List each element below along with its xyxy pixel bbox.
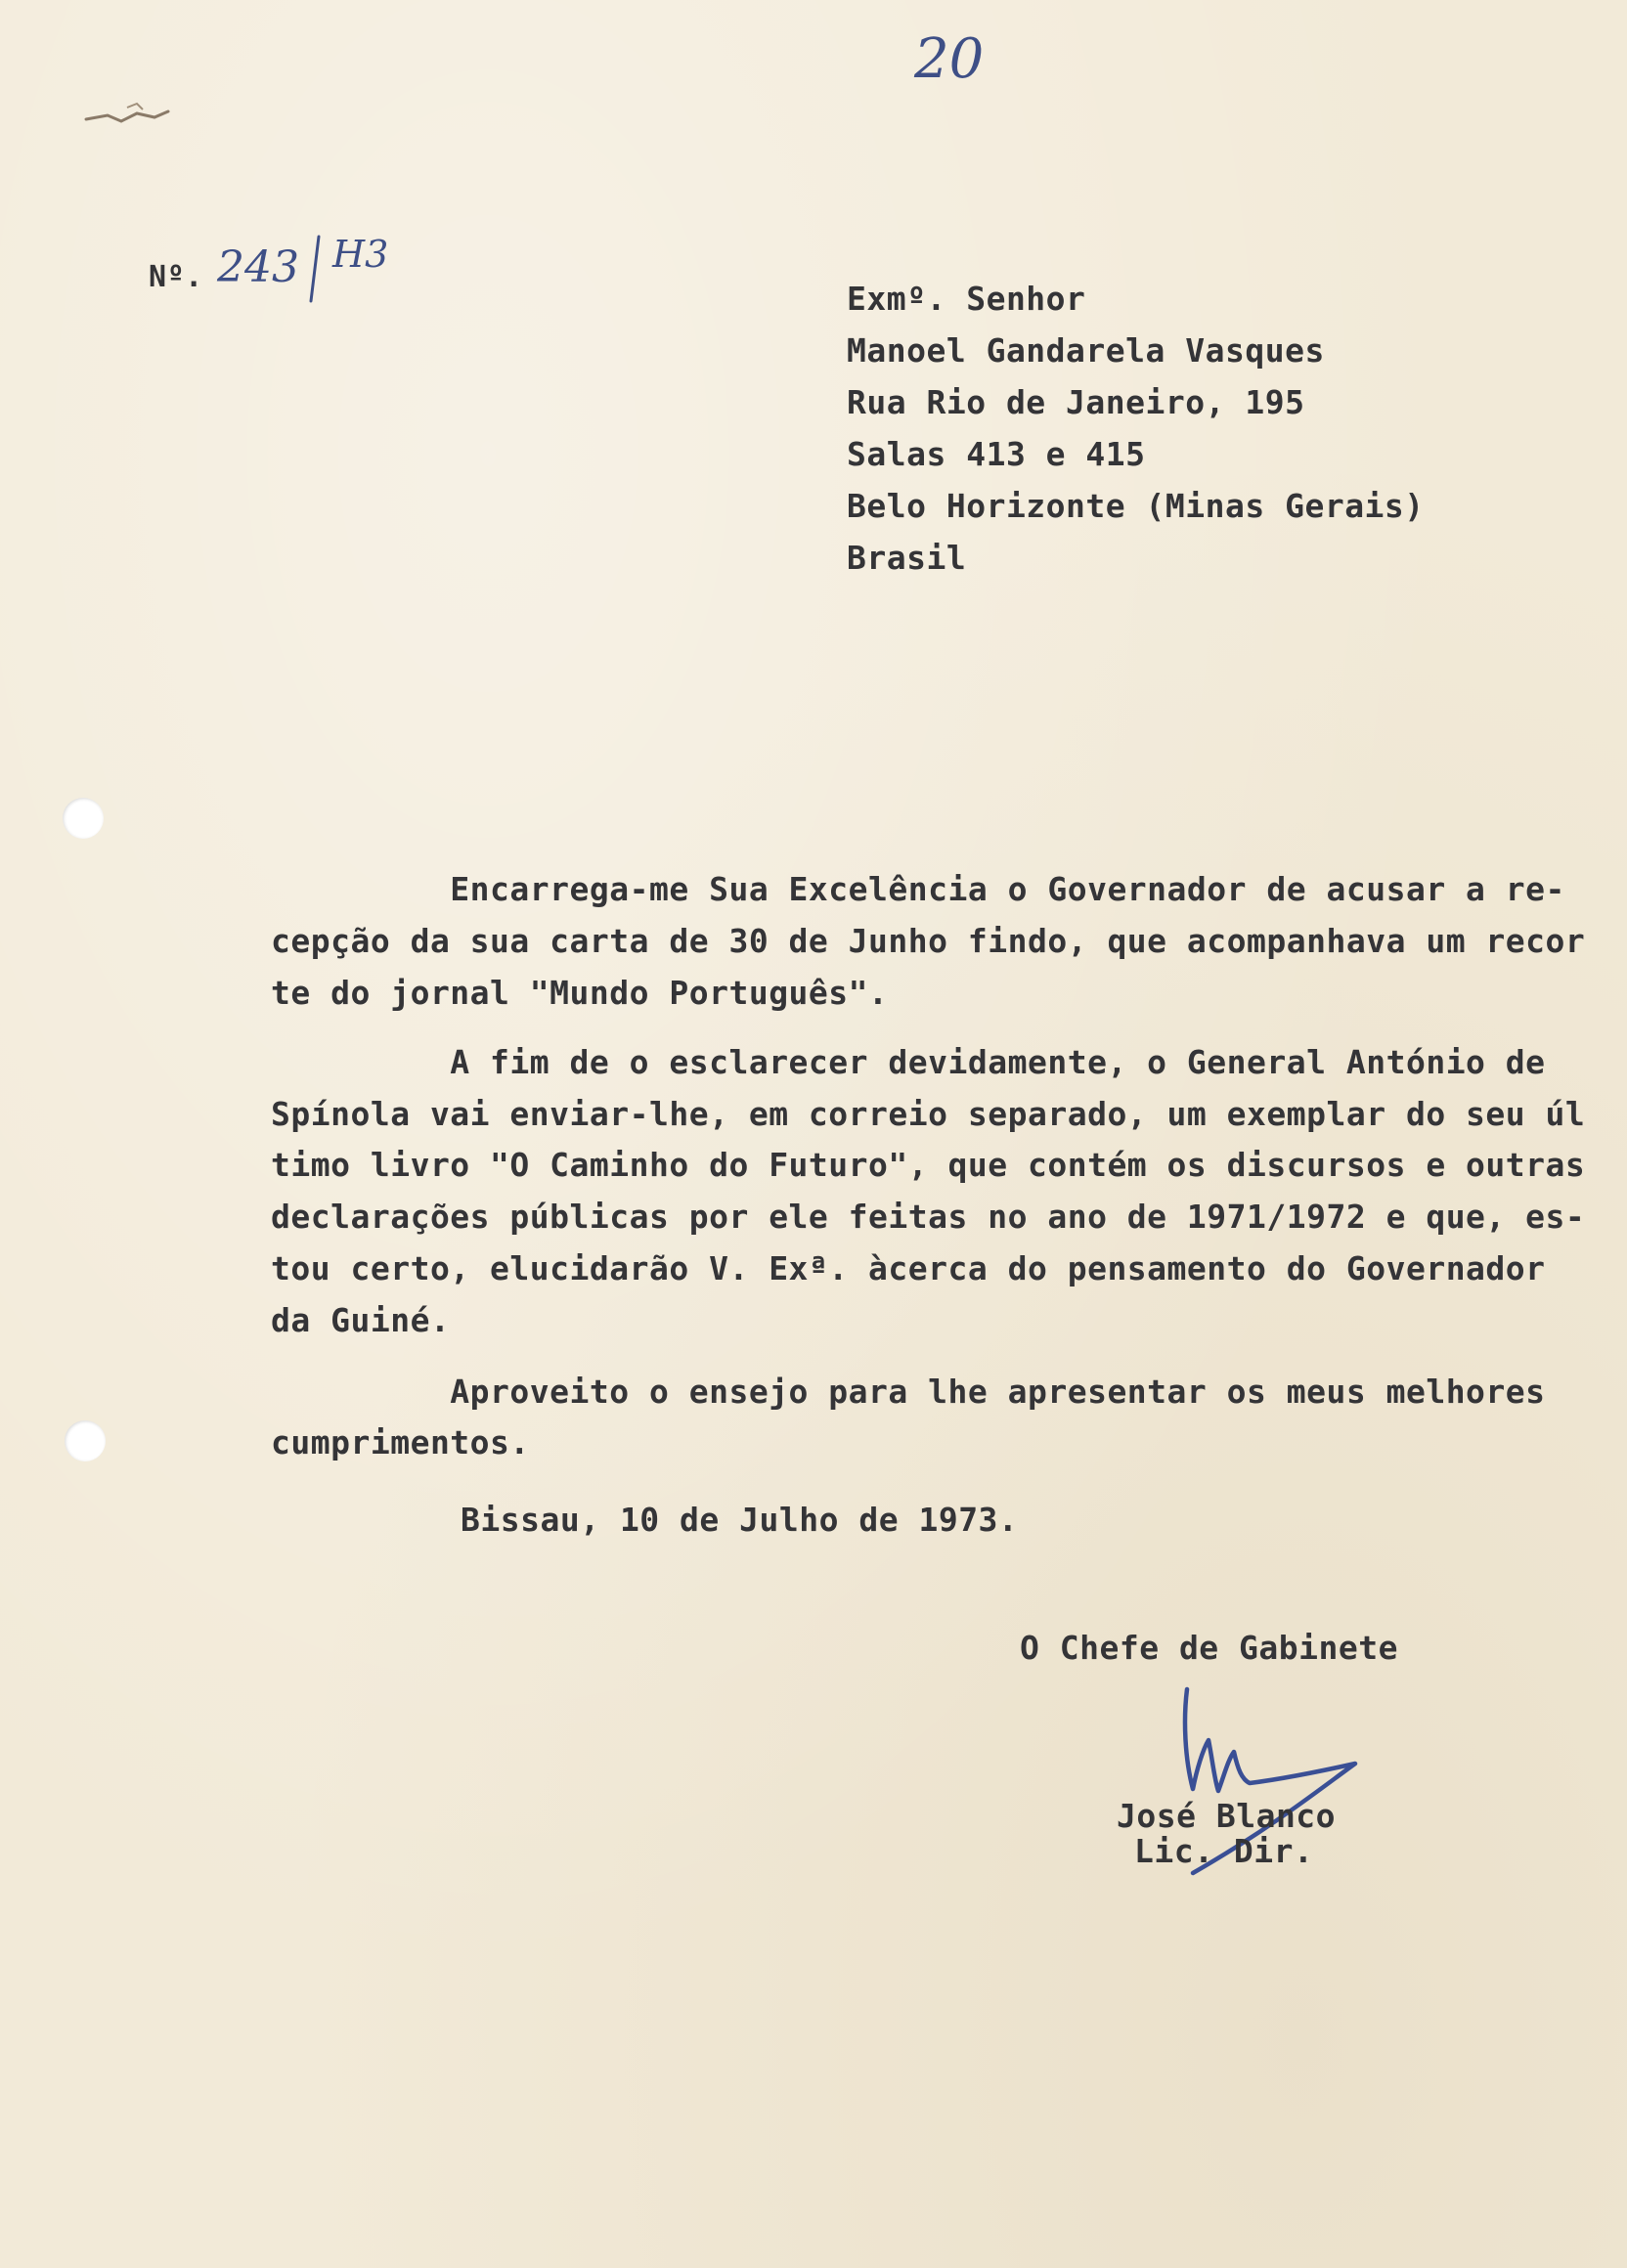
closing-title: O Chefe de Gabinete — [1020, 1629, 1398, 1667]
recipient-salutation: Exmº. Senhor — [847, 280, 1086, 318]
recipient-rooms: Salas 413 e 415 — [847, 435, 1146, 473]
body-line: tou certo, elucidarão V. Exª. àcerca do pensamento do Governador — [271, 1249, 1546, 1287]
punch-hole-bottom — [65, 1420, 106, 1461]
recipient-country: Brasil — [847, 539, 967, 577]
recipient-name: Manoel Gandarela Vasques — [847, 331, 1325, 370]
punch-hole-top — [63, 798, 104, 839]
body-line: cumprimentos. — [271, 1423, 530, 1461]
body-line: Spínola vai enviar-lhe, em correio separado, um exemplar do seu úl — [271, 1095, 1586, 1133]
body-line: da Guiné. — [271, 1301, 451, 1339]
reference-number: 243 — [217, 242, 299, 292]
body-line: A fim de o esclarecer devidamente, o General António de — [271, 1043, 1546, 1081]
signatory-qualification: Lic. Dir. — [1134, 1832, 1314, 1870]
date-line: Bissau, 10 de Julho de 1973. — [461, 1501, 1019, 1539]
reference-slash — [305, 233, 325, 305]
body-line: te do jornal "Mundo Português". — [271, 974, 889, 1012]
page-number: 20 — [914, 27, 985, 91]
body-line: cepção da sua carta de 30 de Junho findo, que acompanhava um recor — [271, 922, 1586, 960]
body-line: timo livro "O Caminho do Futuro", que contém os discursos e outras — [271, 1146, 1586, 1184]
staple-mark — [78, 98, 176, 137]
signatory-name: José Blanco — [1117, 1797, 1337, 1835]
recipient-street: Rua Rio de Janeiro, 195 — [847, 383, 1305, 421]
body-line: Aproveito o ensejo para lhe apresentar os meus melhores — [271, 1373, 1546, 1411]
reference-code: H3 — [332, 233, 389, 276]
recipient-city: Belo Horizonte (Minas Gerais) — [847, 487, 1425, 525]
reference-prefix: Nº. — [149, 260, 203, 294]
body-line: declarações públicas por ele feitas no ano de 1971/1972 e que, es- — [271, 1198, 1586, 1236]
body-line: Encarrega-me Sua Excelência o Governador de acusar a re- — [271, 870, 1565, 908]
